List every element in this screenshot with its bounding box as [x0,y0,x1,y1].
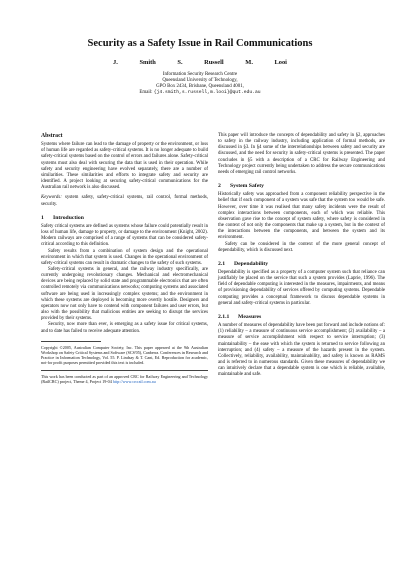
email-address[interactable]: {j4.smith,s.russell,m.looi}@qut.edu.au [153,90,261,96]
author-name: J. Smith [113,59,156,66]
intro-paragraph-4: Security, now more than ever, is emerging as a safety issue for critical systems, and to date has failed to receive adequate attention. [41,322,208,334]
funding-text: This work has been conducted as part of an approved CRC for Railway Engineering and Technology (RailCRC) project, Theme 4, Project 19-04 [41,373,208,384]
section-title: System Safety [230,183,264,190]
measures-paragraph: A number of measures of dependability have been put forward and include notions of: (1) reliability – a measure of continuous service accomplishment; (2) availability – a measure of service accomplishment with respect to service interruption; (3) maintainability – the ease with which the system is returned to service following an interruption; and (4) safety – a measure of the hazards present in the system. Collectively, reliability, availability, maintainability, and safety is known as RAMS and is referred to in numerous standards. Given these measures of dependability we can intuitively declare that a dependable system is one which is reliable, available, maintainable and safe. [218,323,385,378]
section-number: 1 [41,214,44,221]
affiliation [0,72,400,96]
section-heading-introduction [41,215,208,221]
email-label: Email: [139,90,153,96]
keywords [41,195,208,207]
affiliation-line: Queensland University of Technology, [162,78,238,84]
abstract-heading: Abstract [41,133,63,139]
affiliation-line: Information Security Research Centre [162,72,238,77]
funding-link[interactable]: http://www.crcrail.com.au [112,378,156,384]
footnote-divider [41,370,208,371]
left-column [41,133,208,384]
section-number: 2.1.1 [218,313,230,320]
footnote-divider [41,341,101,342]
author-name: S. Russell [177,59,224,66]
section-title: Dependability [234,260,269,267]
affiliation-line: GPO Box 2434, Brisbane, Queensland 4001, [156,84,244,90]
intro-paragraph-5: This paper will introduce the concepts of dependability and safety in §2, approaches to safety in the railway industry, including application of formal methods, are discussed in §3. In §4 some of the interrelationships between safety and security are discussed, and the need for security in safety-critical systems is presented. The paper concludes in §5 with a description of a CRC for Railway Engineering and Technology project currently being undertaken to address the secure communications needs of emerging rail control networks. [218,133,385,175]
email-line [0,90,400,96]
keywords-text: system safety, safety-critical systems, rail control, formal methods, security. [41,195,208,207]
intro-paragraph-2: Safety results from a combination of system design and the operational environment in which that system is used. Changes in the operational environment of safety-critical systems can result in dramatic changes to the safety of such systems. [41,248,208,266]
subsection-heading-dependability [218,261,385,267]
section-number: 2 [218,183,221,190]
keywords-label: Keywords: [41,195,62,201]
safety-paragraph-1: Historically safety was approached from a component reliability perspective in the belief that if each component of a system was safe that the system too would be safe. However, over time it was realised that many safety incidents were the result of complex interactions between components, each of which was reliable. This observation gave rise to the concept of system safety, where safety is considered in the context of not only the components that make up a system, but in the context of the interactions between the components, and between the system and its environment. [218,192,385,241]
dependability-paragraph: Dependability is specified as a property of a computer system such that reliance can justifiably be placed on the service that such a system provides (Laprie, 1996). The field of dependable computing is interested in the measures, impairments, and means of provisioning dependability of services offered by computing systems. Dependable computing provides a conceptual framework to discuss dependable systems in general and safety-critical systems in particular. [218,269,385,306]
section-title: Introduction [53,214,84,221]
abstract-text: Systems where failure can lead to the damage of property or the environment, or loss of human life are regarded as safety-critical systems. It is no longer adequate to build safety-critical systems based on the control of errors and failures alone. Safety-critical systems must also deal with securing the data that is used in their operation. While safety and security engineering have evolved separately, there are a number of similarities. These similarities and efforts to integrate safety and security are identified. A project looking at securing safety-critical communications for the Australian rail network is also discussed. [41,142,208,191]
section-heading-system-safety [218,183,385,189]
right-column [218,133,385,378]
intro-paragraph-1: Safety critical systems are defined as systems whose failure could potentially result in loss of human life, damage to property, or damage to the environment (Knight, 2002). Modern railways are comprised of a range of systems that can be considered safety-critical according to this definition. [41,223,208,248]
section-title: Measures [238,313,262,320]
copyright-notice: Copyright ©2005, Australian Computer Society, Inc. This paper appeared at the 9th Australian Workshop on Safety Critical Systems and Software (SCS'05), Canberra. Conferences in Research and Practice in Information Technology, Vol. 55. P. Lindsay & T. Cant, Ed. Reproduction for academic, not-for profit purposes permitted provided this text is included. [41,344,208,366]
intro-paragraph-3: Safety-critical systems in general, and the railway industry specifically, are currently undergoing revolutionary changes. Mechanical and electromechanical devices are being replaced by solid state and programmable electronics that are often controlled remotely via communications networks; computing systems and associated software are being used in increasingly complex systems; and the environment in which these systems are deployed is becoming more overtly hostile. Designers and operators now not only have to contend with component failures and user errors, but also with the possibility that malicious entities are seeking to disrupt the services provided by their systems. [41,266,208,322]
safety-paragraph-2: Safety can be considered in the context of the more general concept of dependability, which is discussed next. [218,241,385,253]
author-name: M. Looi [245,59,287,66]
funding-note [41,374,208,384]
paper-title: Security as a Safety Issue in Rail Communications [87,38,313,49]
author-list [0,59,400,66]
subsubsection-heading-measures [218,314,385,320]
section-number: 2.1 [218,260,226,267]
